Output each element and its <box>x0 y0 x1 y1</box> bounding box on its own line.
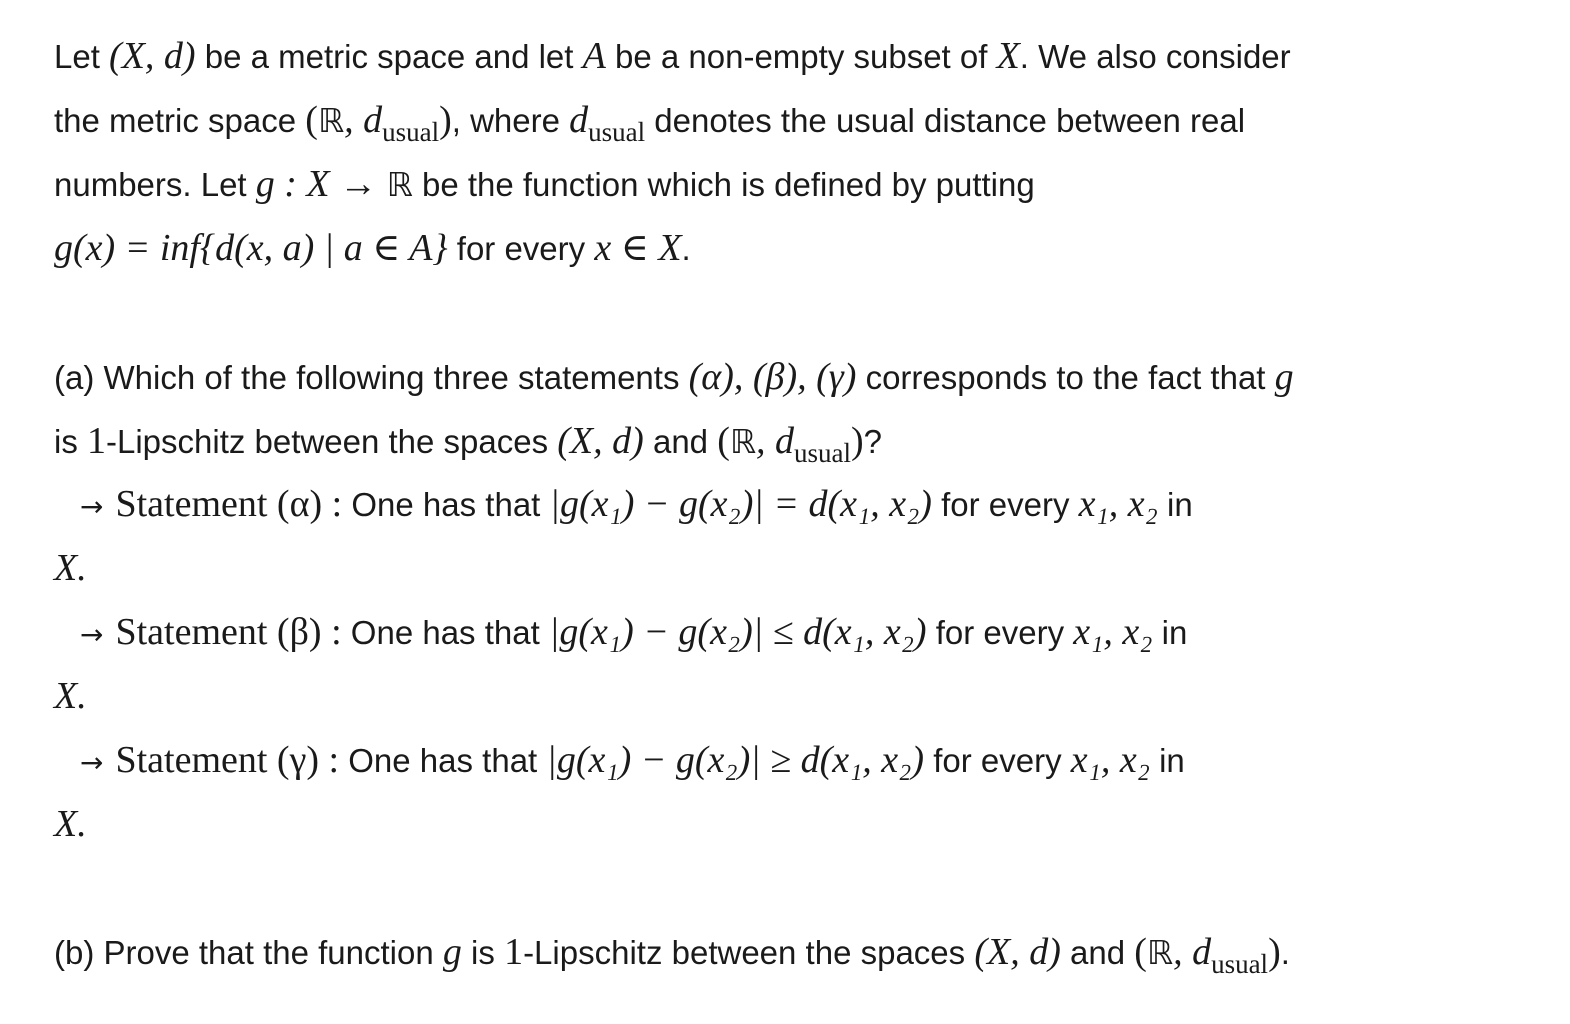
math-g: g <box>442 931 462 973</box>
math-one: 1 <box>504 931 524 973</box>
statement-gamma-cont <box>54 802 87 847</box>
math-g: g <box>255 163 275 205</box>
math-x: X. <box>54 675 87 717</box>
math-paren: ( <box>717 420 730 462</box>
right-arrow-icon: → <box>80 618 104 651</box>
text: is <box>461 934 505 971</box>
text: One has that <box>342 486 550 523</box>
text: and <box>1060 934 1135 971</box>
part-a-line-1 <box>54 355 1294 400</box>
math-x: X <box>996 35 1020 77</box>
text: -Lipschitz between the spaces <box>523 934 975 971</box>
math-map: : X → <box>274 163 387 205</box>
text: . <box>1280 934 1290 971</box>
math-definition: g(x) = inf{d(x, a) | a ∈ A} <box>54 227 448 269</box>
math-expression: |g(x₁) − g(x₂)| ≥ d(x₁, x₂) <box>546 739 925 781</box>
intro-line-3 <box>54 162 1035 207</box>
statement-alpha <box>80 482 1193 529</box>
text: One has that <box>339 742 547 779</box>
text: is <box>54 423 87 460</box>
text: be the function which is defined by putting <box>412 166 1035 203</box>
math-d: d <box>569 99 589 141</box>
math-subscript: usual <box>1211 949 1269 979</box>
statement-label: Statement (α) : <box>115 483 343 525</box>
text: One has that <box>341 614 549 651</box>
math-expression: |g(x₁) − g(x₂)| ≤ d(x₁, x₂) <box>548 611 927 653</box>
math-paren: ) <box>439 99 452 141</box>
right-arrow-icon: → <box>80 490 104 523</box>
text: numbers. Let <box>54 166 256 203</box>
part-a-line-2 <box>54 419 882 466</box>
math-subscript: usual <box>794 438 851 468</box>
statement-beta-cont <box>54 674 87 719</box>
text: (b) Prove that the function <box>54 934 443 971</box>
intro-line-1 <box>54 34 1291 79</box>
math-metric-space: (X, d) <box>557 420 644 462</box>
math-vars: x₁, x₂ <box>1070 739 1150 781</box>
math-x-in-x: x ∈ X <box>594 227 682 269</box>
math-d: , d <box>344 99 383 141</box>
text: Let <box>54 38 110 75</box>
math-metric-space: (X, d) <box>109 35 196 77</box>
text: in <box>1152 614 1188 651</box>
text: corresponds to the fact that <box>856 359 1275 396</box>
statement-label: Statement (β) : <box>115 611 342 653</box>
text: for every <box>926 614 1074 651</box>
text: the metric space <box>54 102 306 139</box>
math-x: X. <box>54 547 87 589</box>
math-metric-space: (X, d) <box>974 931 1061 973</box>
text: -Lipschitz between the spaces <box>106 423 558 460</box>
text: , where <box>451 102 570 139</box>
text: for every <box>931 486 1079 523</box>
math-paren: ) <box>851 420 864 462</box>
math-expression: |g(x₁) − g(x₂)| = d(x₁, x₂) <box>549 483 932 525</box>
text: for every <box>447 230 595 267</box>
text: for every <box>924 742 1071 779</box>
text: in <box>1149 742 1185 779</box>
math-vars: x₁, x₂ <box>1078 483 1158 525</box>
math-d: , d <box>756 420 794 462</box>
statement-gamma <box>80 738 1185 785</box>
intro-line-4 <box>54 226 691 271</box>
text: ? <box>863 423 883 460</box>
right-arrow-icon: → <box>80 746 104 779</box>
math-vars: x₁, x₂ <box>1073 611 1153 653</box>
math-g: g <box>1274 356 1294 398</box>
math-reals: ℝ <box>317 101 345 140</box>
statement-alpha-cont <box>54 546 87 591</box>
math-statements: (α), (β), (γ) <box>688 356 857 398</box>
math-subset-a: A <box>582 35 606 77</box>
text: denotes the usual distance between real <box>645 102 1246 139</box>
text: in <box>1157 486 1193 523</box>
text: be a metric space and let <box>195 38 583 75</box>
statement-beta <box>80 610 1187 657</box>
text: be a non-empty subset of <box>605 38 997 75</box>
math-subscript: usual <box>382 117 440 147</box>
math-x: X. <box>54 803 87 845</box>
math-d: , d <box>1173 931 1212 973</box>
intro-line-2 <box>54 98 1245 145</box>
math-reals: ℝ <box>1146 933 1174 972</box>
text: and <box>643 423 718 460</box>
math-one: 1 <box>87 420 106 462</box>
text: (a) Which of the following three statements <box>54 359 689 396</box>
part-b-line <box>54 930 1290 977</box>
math-reals: ℝ <box>386 165 413 204</box>
statement-label: Statement (γ) : <box>115 739 340 781</box>
math-reals: ℝ <box>729 422 756 461</box>
math-paren: ( <box>1134 931 1147 973</box>
text: . <box>681 230 691 267</box>
math-paren: ( <box>305 99 318 141</box>
math-subscript: usual <box>588 117 646 147</box>
math-paren: ) <box>1268 931 1281 973</box>
text: . We also consider <box>1019 38 1291 75</box>
